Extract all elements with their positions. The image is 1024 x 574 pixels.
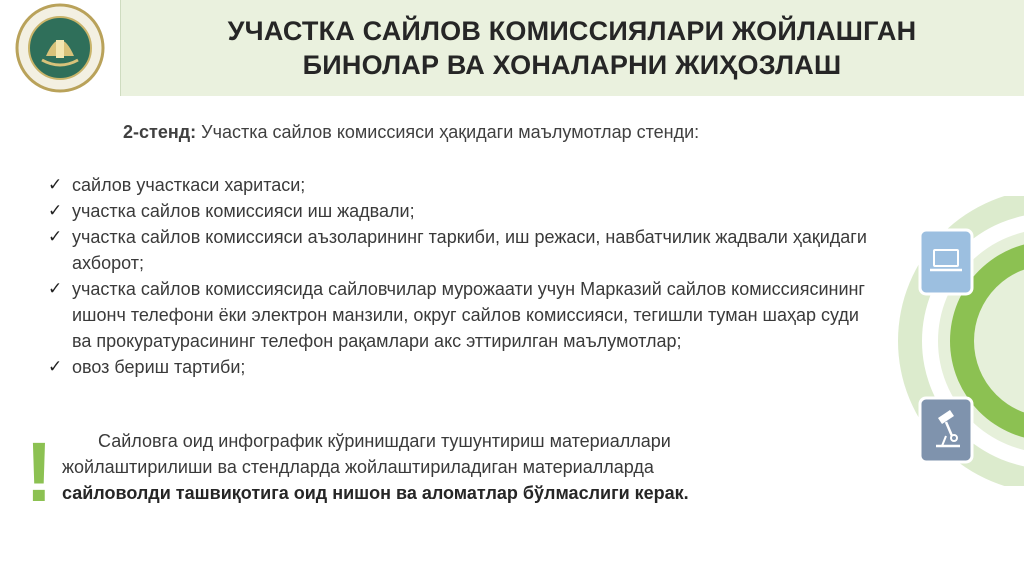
- list-item: [48, 198, 868, 224]
- note-line-1: Сайловга оид инфографик кўринишдаги тушунтириш материаллари: [98, 431, 671, 451]
- list-item: [48, 172, 868, 198]
- list-item: [48, 354, 868, 380]
- checkmark-icon: ✓: [48, 175, 63, 194]
- list-item-text: овоз бериш тартиби;: [72, 357, 246, 377]
- stand-heading: [123, 122, 699, 143]
- laptop-tile: [920, 230, 972, 294]
- note-bold-line: сайловолди ташвиқотига оид нишон ва аломатлар бўлмаслиги керак.: [62, 483, 689, 503]
- warning-note: [62, 428, 822, 506]
- page-title: [120, 0, 1024, 96]
- stand-text: Участка сайлов комиссияси ҳақидаги маълумотлар стенди:: [196, 122, 700, 142]
- list-item-text: участка сайлов комиссияси аъзоларининг таркиби, иш режаси, навбатчилик жадвали ҳақидаги ахборот;: [72, 227, 867, 273]
- header-bar: [0, 0, 1024, 96]
- logo-container: [0, 0, 121, 96]
- title-line-1: УЧАСТКА САЙЛОВ КОМИССИЯЛАРИ ЖОЙЛАШГАН: [227, 16, 917, 46]
- stand-label: 2-стенд:: [123, 122, 197, 142]
- list-item-text: участка сайлов комиссияси иш жадвали;: [72, 201, 415, 221]
- checkmark-icon: ✓: [48, 201, 63, 220]
- decorative-rings: [880, 196, 1024, 486]
- list-item: [48, 224, 868, 276]
- checkmark-icon: ✓: [48, 227, 63, 246]
- list-item-text: участка сайлов комиссиясида сайловчилар мурожаати учун Марказий сайлов комиссиясининг ишонч телефони ёки электрон манзили, округ сайлов комиссияси, тегишли туман шаҳар суди ва прокуратурасининг телефон рақамлари акс эттирилган маълумотлар;: [72, 279, 866, 351]
- checkmark-icon: ✓: [48, 357, 63, 376]
- microscope-tile: [920, 398, 972, 462]
- list-item-text: сайлов участкаси харитаси;: [72, 175, 306, 195]
- title-line-2: БИНОЛАР ВА ХОНАЛАРНИ ЖИҲОЗЛАШ: [302, 50, 842, 80]
- note-line-2: жойлаштирилиши ва стендларда жойлаштириладиган материалларда: [62, 457, 654, 477]
- exclamation-icon: !: [25, 425, 53, 519]
- requirements-list: [48, 172, 868, 380]
- checkmark-icon: ✓: [48, 279, 63, 298]
- emblem-logo-icon: [2, 2, 118, 94]
- list-item: [48, 276, 868, 354]
